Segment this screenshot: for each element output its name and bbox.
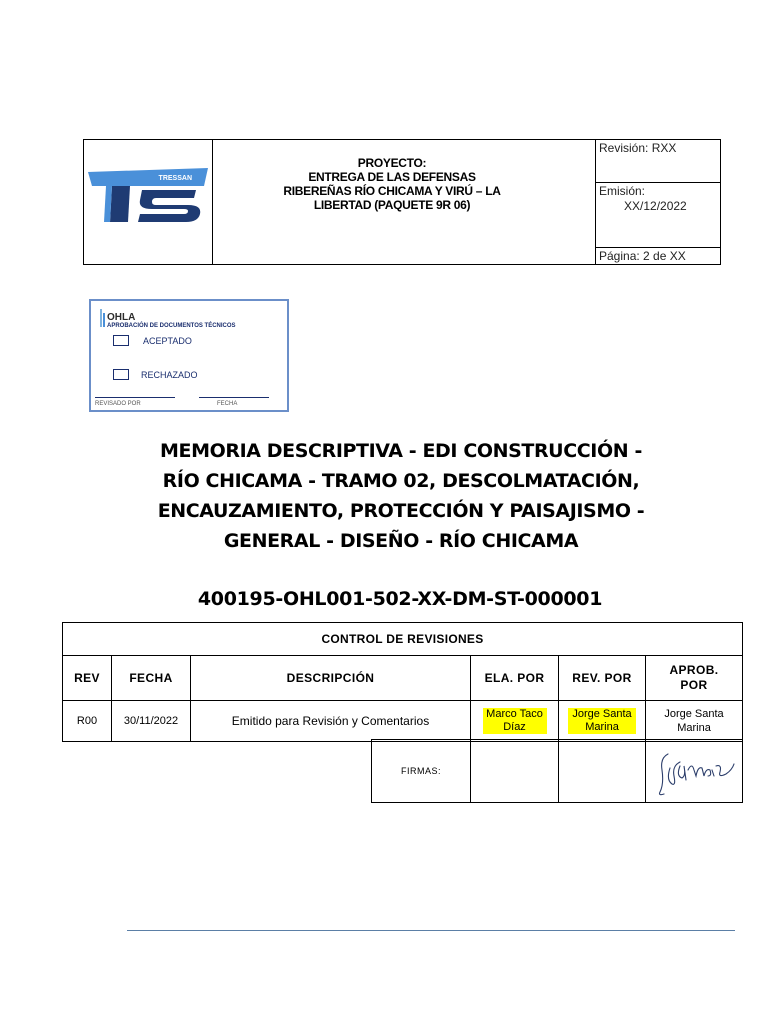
table-header-row bbox=[63, 656, 742, 701]
reviewed-by-label: REVISADO POR bbox=[95, 401, 141, 407]
elaborated-by-name: Marco Taco Díaz bbox=[483, 708, 547, 734]
document-title bbox=[100, 436, 702, 556]
title-line: RÍO CHICAMA - TRAMO 02, DESCOLMATACIÓN, bbox=[162, 470, 640, 492]
column-header-description: DESCRIPCIÓN bbox=[191, 656, 471, 700]
emission-field bbox=[596, 183, 720, 248]
column-header-rev: REV bbox=[63, 656, 112, 700]
title-line: ENCAUZAMIENTO, PROTECCIÓN Y PAISAJISMO - bbox=[157, 500, 645, 522]
logo-cell bbox=[84, 140, 213, 264]
column-header-date: FECHA bbox=[112, 656, 191, 700]
revisions-table bbox=[62, 622, 743, 742]
cell-approved-by bbox=[646, 701, 742, 741]
emission-value: XX/12/2022 bbox=[624, 199, 687, 213]
tressan-logo bbox=[84, 140, 212, 264]
cell-rev: R00 bbox=[63, 701, 112, 741]
cell-description: Emitido para Revisión y Comentarios bbox=[191, 701, 471, 741]
cell-reviewed-by bbox=[559, 701, 646, 741]
project-line: RIBEREÑAS RÍO CHICAMA Y VIRÚ – LA bbox=[283, 184, 501, 198]
signature-reviewed-by bbox=[559, 740, 646, 802]
metadata-cell bbox=[596, 140, 720, 264]
title-line: MEMORIA DESCRIPTIVA - EDI CONSTRUCCIÓN - bbox=[160, 440, 642, 462]
handwritten-signature bbox=[646, 740, 742, 802]
column-header-approved-by bbox=[646, 656, 742, 700]
cell-date: 30/11/2022 bbox=[112, 701, 191, 741]
project-cell bbox=[212, 140, 596, 264]
rejected-label: RECHAZADO bbox=[141, 370, 198, 380]
column-header-reviewed-by: REV. POR bbox=[559, 656, 646, 700]
date-line bbox=[199, 397, 269, 398]
ohla-mark-icon bbox=[100, 309, 105, 327]
project-line: PROYECTO: bbox=[357, 156, 427, 170]
stamp-brand: OHLA bbox=[107, 312, 136, 323]
revisions-table-title: CONTROL DE REVISIONES bbox=[63, 623, 742, 656]
signatures-row bbox=[371, 739, 743, 803]
accepted-label: ACEPTADO bbox=[143, 336, 192, 346]
stamp-title: APROBACIÓN DE DOCUMENTOS TÉCNICOS bbox=[107, 323, 236, 329]
project-line: ENTREGA DE LAS DEFENSAS bbox=[308, 170, 476, 184]
signature-approved-by bbox=[646, 740, 742, 802]
project-title bbox=[272, 156, 512, 212]
signature-elaborated-by bbox=[471, 740, 559, 802]
date-label: FECHA bbox=[217, 401, 238, 407]
rejected-checkbox[interactable] bbox=[113, 369, 129, 380]
reviewed-by-name: Jorge Santa Marina bbox=[568, 708, 636, 734]
revision-field: Revisión: RXX bbox=[596, 140, 720, 183]
project-line: LIBERTAD (PAQUETE 9R 06) bbox=[313, 198, 471, 212]
table-row bbox=[63, 701, 742, 741]
approved-by-name: Jorge Santa Marina bbox=[664, 708, 724, 734]
title-line: GENERAL - DISEÑO - RÍO CHICAMA bbox=[223, 530, 579, 552]
approved-by-header-text: APROB. POR bbox=[669, 663, 719, 692]
column-header-elaborated-by: ELA. POR bbox=[471, 656, 559, 700]
accepted-checkbox[interactable] bbox=[113, 335, 129, 346]
emission-label: Emisión: bbox=[599, 184, 646, 198]
logo-wordmark: TRESSAN bbox=[158, 175, 192, 182]
cell-elaborated-by bbox=[471, 701, 559, 741]
footer-divider bbox=[127, 930, 735, 931]
document-header bbox=[83, 139, 721, 265]
approval-stamp bbox=[89, 299, 289, 412]
page-field: Página: 2 de XX bbox=[599, 249, 686, 263]
document-code: 400195-OHL001-502-XX-DM-ST-000001 bbox=[197, 588, 603, 610]
reviewer-line bbox=[95, 397, 175, 398]
signatures-label: FIRMAS: bbox=[372, 740, 471, 802]
